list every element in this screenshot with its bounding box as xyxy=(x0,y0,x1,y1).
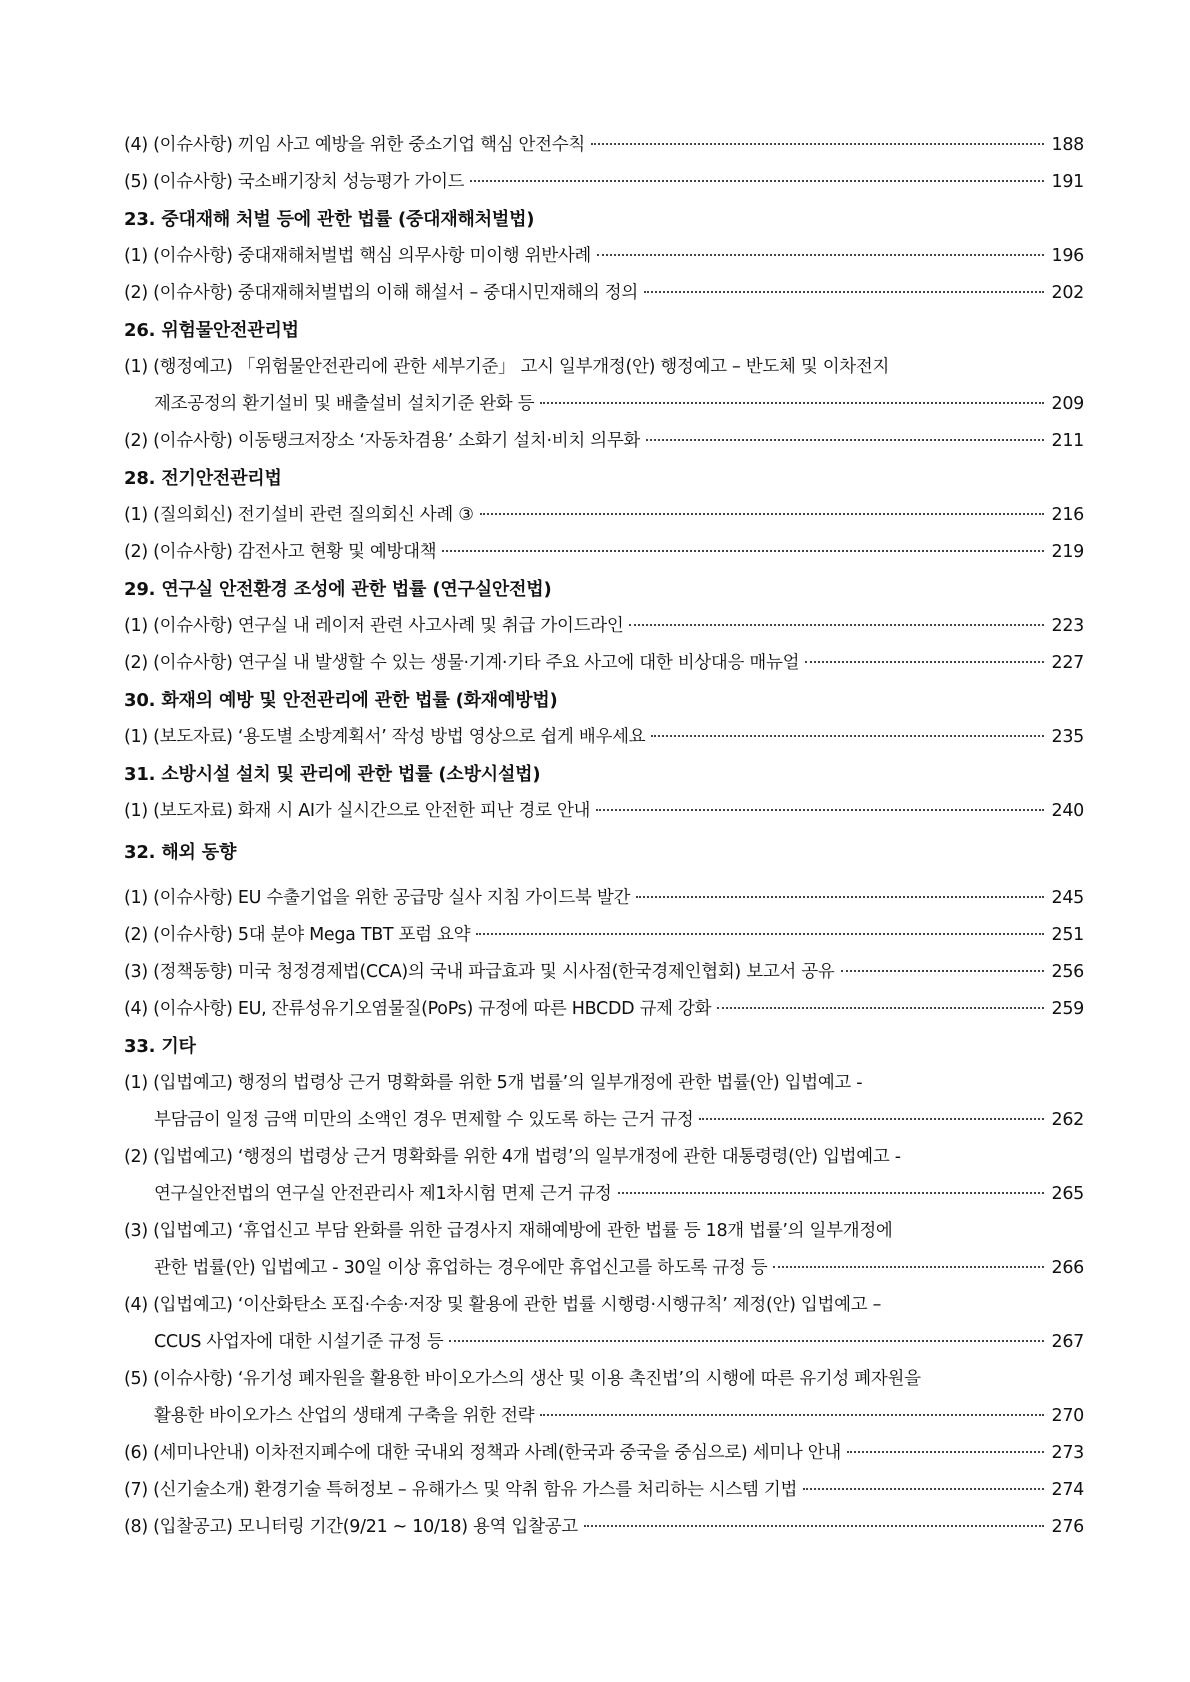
page-number: 270 xyxy=(1051,1406,1084,1426)
page-number: 240 xyxy=(1051,801,1084,821)
page-number: 188 xyxy=(1051,135,1084,155)
toc-entry-title-line: (5) (이슈사항) ‘유기성 폐자원을 활용한 바이오가스의 생산 및 이용 촉진법’의 시행에 따른 유기성 폐자원을 xyxy=(124,1369,921,1389)
toc-entry-title-line: (3) (입법예고) ‘휴업신고 부담 완화를 위한 급경사지 재해예방에 관한 법률 등 18개 법률’의 일부개정에 xyxy=(124,1221,893,1241)
page-number: 209 xyxy=(1051,394,1084,414)
toc-entry-title-line: (1) (입법예고) 행정의 법령상 근거 명확화를 위한 5개 법률’의 일부개정에 관한 법률(안) 입법예고 - xyxy=(124,1073,863,1093)
toc-entry xyxy=(124,880,1084,917)
dot-leader xyxy=(644,291,1044,293)
toc-entry-title-line: (4) (이슈사항) 끼임 사고 예방을 위한 중소기업 핵심 안전수칙 xyxy=(124,135,585,155)
toc-entry xyxy=(124,1509,1084,1546)
section-heading: 30. 화재의 예방 및 안전관리에 관한 법률 (화재예방법) xyxy=(124,690,558,711)
dot-leader xyxy=(841,970,1045,972)
page-number: 265 xyxy=(1051,1184,1084,1204)
toc-entry-row xyxy=(124,793,1084,830)
toc-entry xyxy=(124,1435,1084,1472)
toc-entry xyxy=(124,1213,1084,1287)
dot-leader xyxy=(540,1414,1044,1416)
page-number: 273 xyxy=(1051,1443,1084,1463)
page-number: 259 xyxy=(1051,999,1084,1019)
toc-entry xyxy=(124,534,1084,571)
toc-entry xyxy=(124,991,1084,1028)
toc-entry-row xyxy=(124,1250,1084,1287)
dot-leader xyxy=(773,1266,1044,1268)
toc-entry-title-line: (2) (이슈사항) 이동탱크저장소 ‘자동차겸용’ 소화기 설치·비치 의무화 xyxy=(124,431,641,451)
page-number: 223 xyxy=(1051,616,1084,636)
page-number: 276 xyxy=(1051,1517,1084,1537)
toc-entry-title-line: CCUS 사업자에 대한 시설기준 규정 등 xyxy=(154,1332,444,1352)
section-heading: 31. 소방시설 설치 및 관리에 관한 법률 (소방시설법) xyxy=(124,764,541,785)
page-number: 227 xyxy=(1051,653,1084,673)
toc-entry-row xyxy=(124,719,1084,756)
toc-entry xyxy=(124,238,1084,275)
toc-entry-row xyxy=(124,1472,1084,1509)
toc-entry xyxy=(124,1287,1084,1361)
dot-leader xyxy=(618,1192,1044,1194)
page-number: 196 xyxy=(1051,246,1084,266)
toc-entry xyxy=(124,645,1084,682)
toc-entry-row xyxy=(124,497,1084,534)
section-heading: 23. 중대재해 처벌 등에 관한 법률 (중대재해처벌법) xyxy=(124,209,535,230)
toc-entry-row xyxy=(124,1102,1084,1139)
toc-entry-title-line: (4) (입법예고) ‘이산화탄소 포집·수송·저장 및 활용에 관한 법률 시행령·시행규칙’ 제정(안) 입법예고 – xyxy=(124,1295,882,1315)
toc-entry-title-line: (1) (질의회신) 전기설비 관련 질의회신 사례 ③ xyxy=(124,505,474,525)
toc-entry-row xyxy=(124,423,1084,460)
toc-entry-title-line: (7) (신기술소개) 환경기술 특허정보 – 유해가스 및 악취 함유 가스를 처리하는 시스템 기법 xyxy=(124,1480,798,1500)
toc-entry xyxy=(124,127,1084,164)
toc-entry-row xyxy=(124,1324,1084,1361)
toc-entry xyxy=(124,423,1084,460)
toc-entry-row xyxy=(124,1435,1084,1472)
toc-entry-title-line: (1) (보도자료) ‘용도별 소방계획서’ 작성 방법 영상으로 쉽게 배우세요 xyxy=(124,727,646,747)
toc-entry-title-line: (8) (입찰공고) 모니터링 기간(9/21 ~ 10/18) 용역 입찰공고 xyxy=(124,1517,578,1537)
toc-entry xyxy=(124,1139,1084,1213)
section-heading: 29. 연구실 안전환경 조성에 관한 법률 (연구실안전법) xyxy=(124,579,552,600)
toc-entry-title-line: (2) (이슈사항) 연구실 내 발생할 수 있는 생물·기계·기타 주요 사고에 대한 비상대응 매뉴얼 xyxy=(124,653,800,673)
toc-entry xyxy=(124,719,1084,756)
toc-entry xyxy=(124,164,1084,201)
page-number: 262 xyxy=(1051,1110,1084,1130)
toc-entry xyxy=(124,275,1084,312)
page-number: 211 xyxy=(1051,431,1084,451)
dot-leader xyxy=(699,1118,1044,1120)
toc-entry-row xyxy=(124,238,1084,275)
page-number: 245 xyxy=(1051,888,1084,908)
toc-entry-row xyxy=(124,645,1084,682)
page-number: 191 xyxy=(1051,172,1084,192)
toc-entry-title-line: (5) (이슈사항) 국소배기장치 성능평가 가이드 xyxy=(124,172,465,192)
dot-leader xyxy=(596,809,1044,811)
section-heading: 28. 전기안전관리법 xyxy=(124,468,282,489)
toc-entry xyxy=(124,608,1084,645)
dot-leader xyxy=(805,661,1044,663)
toc-entry xyxy=(124,1065,1084,1139)
page-number: 219 xyxy=(1051,542,1084,562)
page-number: 274 xyxy=(1051,1480,1084,1500)
dot-leader xyxy=(803,1488,1044,1490)
dot-leader xyxy=(597,254,1044,256)
toc-entry-row xyxy=(124,275,1084,312)
dot-leader xyxy=(540,402,1044,404)
toc-entry xyxy=(124,793,1084,830)
toc-entry-title-line: (1) (행정예고) 「위험물안전관리에 관한 세부기준」 고시 일부개정(안) 행정예고 – 반도체 및 이차전지 xyxy=(124,357,890,377)
dot-leader xyxy=(480,513,1044,515)
section-heading: 33. 기타 xyxy=(124,1036,196,1057)
toc-entry-row xyxy=(124,1398,1084,1435)
toc-entry-title-line: (1) (이슈사항) EU 수출기업을 위한 공급망 실사 지침 가이드북 발간 xyxy=(124,888,631,908)
toc-entry xyxy=(124,497,1084,534)
toc-entry-title-line: (6) (세미나안내) 이차전지폐수에 대한 국내외 정책과 사례(한국과 중국을 중심으로) 세미나 안내 xyxy=(124,1443,842,1463)
toc-entry-title-line: (1) (이슈사항) 연구실 내 레이저 관련 사고사례 및 취급 가이드라인 xyxy=(124,616,624,636)
toc-entry-row xyxy=(124,917,1084,954)
toc-entry-row xyxy=(124,386,1084,423)
toc-entry-title-line: (1) (보도자료) 화재 시 AI가 실시간으로 안전한 피난 경로 안내 xyxy=(124,801,591,821)
toc-entry-title-line: (2) (이슈사항) 5대 분야 Mega TBT 포럼 요약 xyxy=(124,925,471,945)
toc-entry-title-line: (2) (이슈사항) 감전사고 현황 및 예방대책 xyxy=(124,542,437,562)
toc-entry-title-line: 연구실안전법의 연구실 안전관리사 제1차시험 면제 근거 규정 xyxy=(154,1184,612,1204)
toc-entry-row xyxy=(124,954,1084,991)
page-number: 202 xyxy=(1051,283,1084,303)
toc-entry-title-line: 관한 법률(안) 입법예고 - 30일 이상 휴업하는 경우에만 휴업신고를 하도록 규정 등 xyxy=(154,1258,768,1278)
dot-leader xyxy=(470,180,1044,182)
dot-leader xyxy=(449,1340,1044,1342)
page-number: 266 xyxy=(1051,1258,1084,1278)
page-number: 216 xyxy=(1051,505,1084,525)
toc-entry-title-line: (4) (이슈사항) EU, 잔류성유기오염물질(PoPs) 규정에 따른 HBCDD 규제 강화 xyxy=(124,999,712,1019)
toc-entry-title-line: (1) (이슈사항) 중대재해처벌법 핵심 의무사항 미이행 위반사례 xyxy=(124,246,592,266)
dot-leader xyxy=(717,1007,1044,1009)
toc-entry-title-line: (3) (정책동향) 미국 청정경제법(CCA)의 국내 파급효과 및 시사점(한국경제인협회) 보고서 공유 xyxy=(124,962,835,982)
toc-entry-title-line: 제조공정의 환기설비 및 배출설비 설치기준 완화 등 xyxy=(154,394,535,414)
toc-entry xyxy=(124,349,1084,423)
section-heading: 26. 위험물안전관리법 xyxy=(124,320,299,341)
toc-entry-row xyxy=(124,608,1084,645)
toc-entry xyxy=(124,1361,1084,1435)
dot-leader xyxy=(651,735,1044,737)
dot-leader xyxy=(646,439,1044,441)
toc-entry-row xyxy=(124,534,1084,571)
dot-leader xyxy=(584,1525,1044,1527)
toc-entry xyxy=(124,917,1084,954)
toc-entry-title-line: (2) (이슈사항) 중대재해처벌법의 이해 해설서 – 중대시민재해의 정의 xyxy=(124,283,638,303)
toc-entry-title-line: 부담금이 일정 금액 미만의 소액인 경우 면제할 수 있도록 하는 근거 규정 xyxy=(154,1110,694,1130)
page-number: 235 xyxy=(1051,727,1084,747)
toc-entry-row xyxy=(124,880,1084,917)
dot-leader xyxy=(476,933,1044,935)
dot-leader xyxy=(442,550,1044,552)
toc-entry-title-line: (2) (입법예고) ‘행정의 법령상 근거 명확화를 위한 4개 법령’의 일부개정에 관한 대통령령(안) 입법예고 - xyxy=(124,1147,901,1167)
dot-leader xyxy=(847,1451,1044,1453)
table-of-contents xyxy=(124,127,1084,1546)
dot-leader xyxy=(591,143,1044,145)
toc-entry-title-line: 활용한 바이오가스 산업의 생태계 구축을 위한 전략 xyxy=(154,1406,535,1426)
toc-entry xyxy=(124,954,1084,991)
toc-entry-row xyxy=(124,1509,1084,1546)
toc-entry-row xyxy=(124,991,1084,1028)
toc-entry xyxy=(124,1472,1084,1509)
toc-entry-row xyxy=(124,164,1084,201)
dot-leader xyxy=(636,896,1044,898)
toc-entry-row xyxy=(124,1176,1084,1213)
toc-entry-row xyxy=(124,127,1084,164)
dot-leader xyxy=(629,624,1044,626)
page-number: 267 xyxy=(1051,1332,1084,1352)
page-number: 251 xyxy=(1051,925,1084,945)
page-number: 256 xyxy=(1051,962,1084,982)
section-heading: 32. 해외 동향 xyxy=(124,842,237,863)
